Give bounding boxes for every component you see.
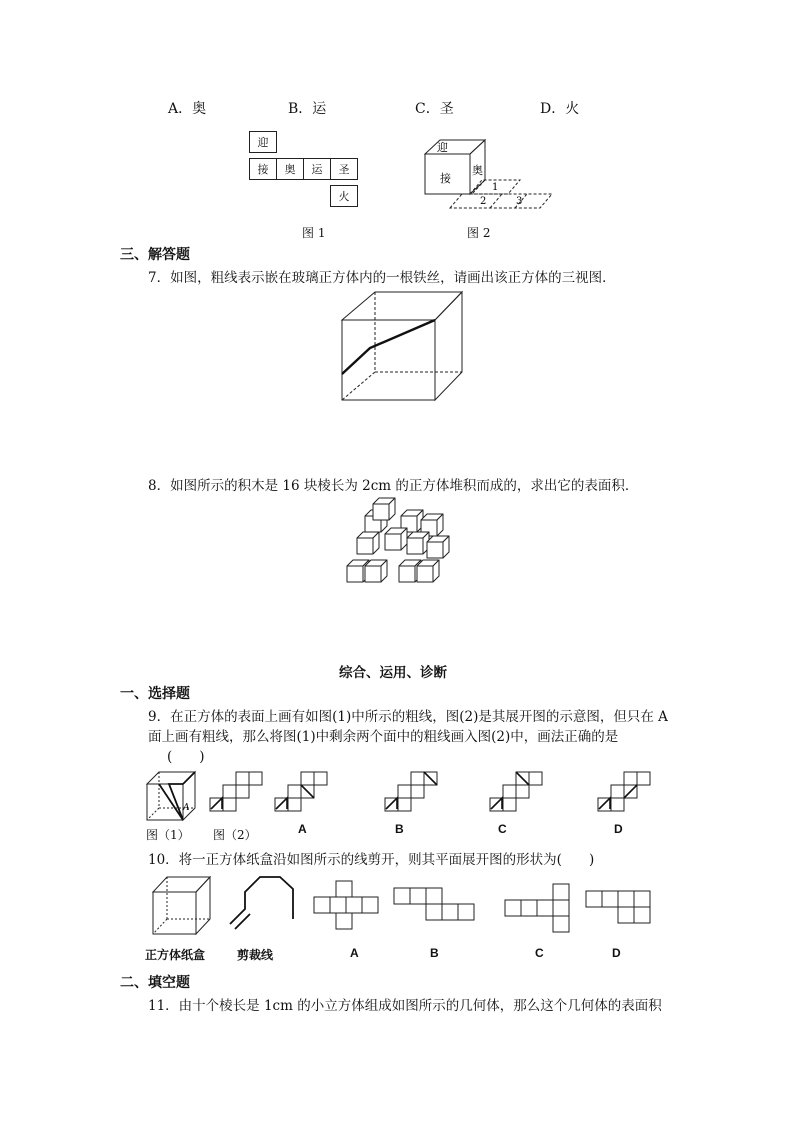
net-cell: 火 [330, 185, 358, 207]
face-a-label: A [183, 803, 190, 813]
question-8-blocks [345, 494, 460, 594]
section-heading: 三、解答题 [120, 247, 190, 263]
net-cell: 迎 [249, 131, 277, 153]
question-11-text: 11．由十个棱长是 1cm 的小立方体组成如图所示的几何体，那么这个几何体的表面积 [148, 998, 662, 1014]
net-cell: 奥 [276, 158, 304, 180]
question-8-text: 8．如图所示的积木是 16 块棱长为 2cm 的正方体堆积而成的，求出它的表面积． [148, 478, 639, 494]
q10-label-cut: 剪裁线 [237, 948, 274, 962]
slot-label: 2 [480, 196, 487, 207]
q10-label-box: 正方体纸盒 [145, 948, 206, 962]
q10-label-b: B [430, 946, 439, 960]
q10-figures [150, 874, 670, 939]
slot-label: 3 [516, 196, 523, 207]
option-d: D．火 [540, 101, 580, 117]
question-9-line-2: 面上画有粗线，那么将图(1)中剩余两个面中的粗线画入图(2)中，画法正确的是 [148, 729, 619, 745]
q9-label-fig2: 图（2） [213, 828, 257, 842]
q9-nets [208, 770, 678, 815]
q9-label-a: A [298, 822, 307, 836]
q10-label-a: A [350, 946, 359, 960]
q9-figure-1-cube [145, 770, 200, 825]
question-10-text: 10．将一正方体纸盒沿如图所示的线剪开，则其平面展开图的形状为( ) [148, 852, 595, 868]
cube-side-label: 奥 [472, 164, 483, 177]
question-7-cube [340, 290, 465, 405]
section-heading: 一、选择题 [120, 686, 190, 702]
option-c: C．圣 [415, 101, 454, 117]
option-b: B．运 [288, 101, 327, 117]
figure-1-caption: 图 1 [302, 226, 326, 240]
q9-label-d: D [614, 822, 623, 836]
figure-2-cube [420, 132, 560, 212]
q9-label-c: C [498, 822, 507, 836]
option-a: A．奥 [168, 101, 207, 117]
cube-top-label: 迎 [437, 141, 448, 154]
slot-label: 1 [492, 182, 499, 193]
cube-front-label: 接 [440, 172, 451, 185]
question-9-line-1: 9．在正方体的表面上画有如图(1)中所示的粗线，图(2)是其展开图的示意图，但只在 A [148, 709, 668, 725]
question-7-text: 7．如图，粗线表示嵌在玻璃正方体内的一根铁丝，请画出该正方体的三视图． [148, 270, 616, 286]
q10-label-d: D [612, 946, 621, 960]
figure-1-net [249, 131, 389, 211]
q10-label-c: C [535, 946, 544, 960]
q9-label-b: B [395, 822, 404, 836]
net-cell: 接 [249, 158, 277, 180]
part-title: 综合、运用、诊断 [339, 665, 447, 681]
q9-label-fig1: 图（1） [146, 828, 190, 842]
figure-2-caption: 图 2 [467, 226, 491, 240]
net-cell: 运 [303, 158, 331, 180]
section-heading: 二、填空题 [120, 975, 190, 991]
question-9-answer-bracket: ( ) [167, 749, 205, 765]
net-cell: 圣 [330, 158, 358, 180]
